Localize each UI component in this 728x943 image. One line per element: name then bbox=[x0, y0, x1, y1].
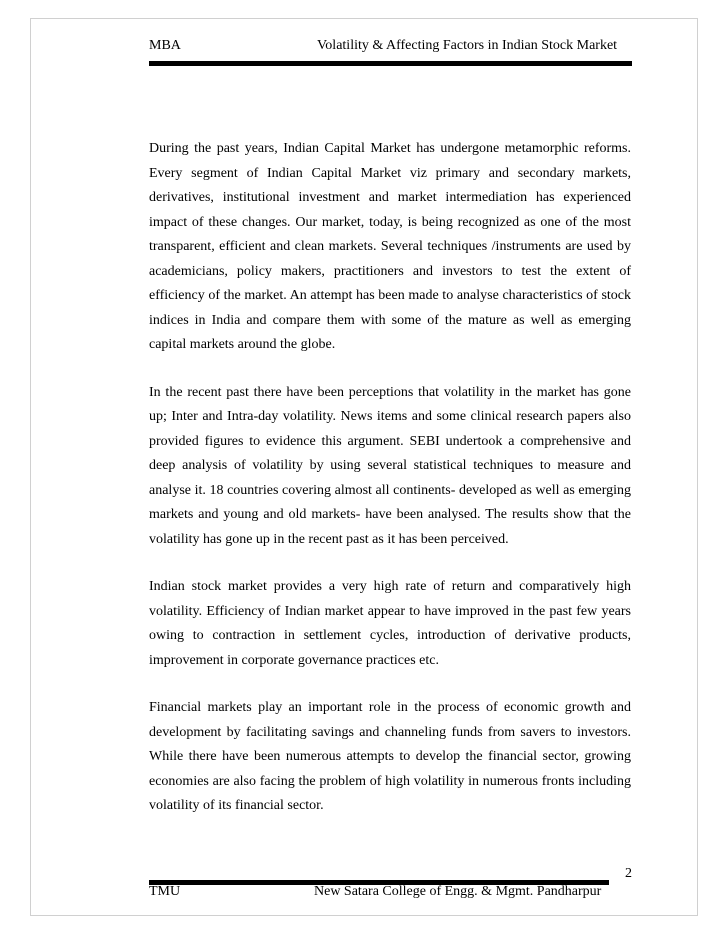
paragraph: In the recent past there have been perceptions that volatility in the market has gone up; Inter and Intra-day volatility. News items and some clinical research papers also provided figures to evidence this argument. SEBI undertook a comprehensive and deep analysis of volatility by using several statistical techniques to measure and analyse it. 18 countries covering almost all continents- developed as well as emerging markets and young and old markets- have been analysed. The results show that the volatility has gone up in the recent past as it has been perceived. bbox=[149, 384, 631, 547]
paragraph: During the past years, Indian Capital Market has undergone metamorphic reforms. Every segment of Indian Capital Market viz primary and secondary markets, derivatives, institutional investment and market intermediation has experienced impact of these changes. Our market, today, is being recognized as one of the most transparent, efficient and clean markets. Several techniques /instruments are used by academicians, policy makers, practitioners and investors to test the extent of efficiency of the market. An attempt has been made to analyse characteristics of stock indices in India and compare them with some of the mature as well as emerging capital markets around the globe. bbox=[149, 141, 631, 352]
header-rule bbox=[149, 61, 632, 66]
header-document-title: Volatility & Affecting Factors in Indian Stock Market bbox=[317, 38, 618, 53]
page-number: 2 bbox=[625, 866, 632, 881]
body-text bbox=[149, 137, 631, 842]
page-header bbox=[149, 38, 629, 58]
header-course-label: MBA bbox=[149, 38, 181, 53]
footer-college-name: New Satara College of Engg. & Mgmt. Pandharpur bbox=[314, 884, 602, 899]
footer-university-label: TMU bbox=[149, 884, 181, 899]
page-footer bbox=[149, 884, 629, 904]
paragraph: Financial markets play an important role in the process of economic growth and development by facilitating savings and channeling funds from savers to investors. While there have been numerous attempts to develop the financial sector, growing economies are also facing the problem of high volatility in numerous fronts including volatility of its financial sector. bbox=[149, 700, 631, 813]
paragraph: Indian stock market provides a very high rate of return and comparatively high volatility. Efficiency of Indian market appear to have improved in the past few years owing to contraction in settlement cycles, introduction of derivative products, improvement in corporate governance practices etc. bbox=[149, 579, 631, 668]
